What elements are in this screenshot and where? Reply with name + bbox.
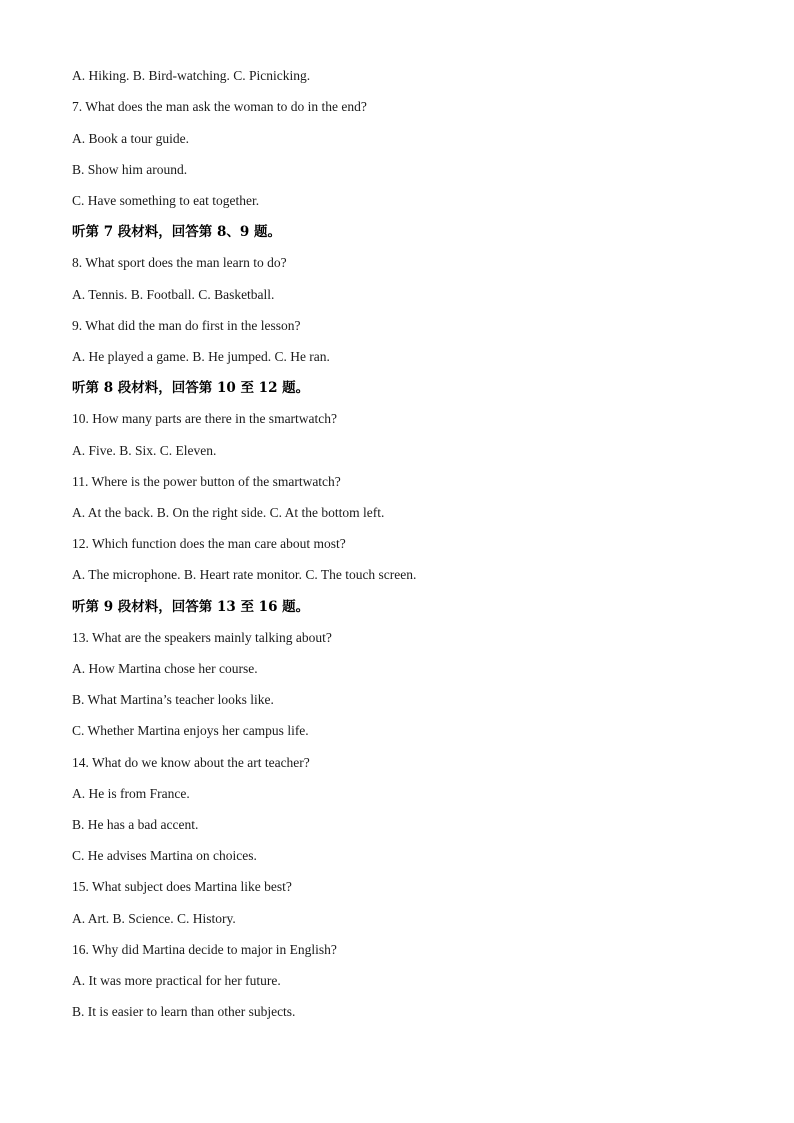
option-line: B. What Martina’s teacher looks like.	[72, 692, 274, 707]
question-line: 16. Why did Martina decide to major in English?	[72, 942, 337, 957]
question-line: 13. What are the speakers mainly talking about?	[72, 630, 332, 645]
question-line: 7. What does the man ask the woman to do in the end?	[72, 99, 367, 114]
option-line: A. Tennis. B. Football. C. Basketball.	[72, 287, 275, 302]
section-heading: 听第 7 段材料，回答第 8、9 题。	[72, 224, 281, 240]
option-line: A. How Martina chose her course.	[72, 661, 258, 676]
section-heading: 听第 9 段材料，回答第 13 至 16 题。	[72, 599, 310, 615]
option-line: A. The microphone. B. Heart rate monitor. C. The touch screen.	[72, 567, 417, 582]
option-line: A. Five. B. Six. C. Eleven.	[72, 443, 217, 458]
option-line: A. Hiking. B. Bird-watching. C. Picnicking.	[72, 68, 311, 83]
option-line: B. Show him around.	[72, 162, 188, 177]
option-line: A. Art. B. Science. C. History.	[72, 911, 236, 926]
option-line: A. It was more practical for her future.	[72, 973, 281, 988]
option-line: C. Have something to eat together.	[72, 193, 260, 208]
question-line: 9. What did the man do first in the lesson?	[72, 318, 301, 333]
option-line: B. He has a bad accent.	[72, 817, 199, 832]
question-line: 11. Where is the power button of the smartwatch?	[72, 474, 341, 489]
question-line: 10. How many parts are there in the smartwatch?	[72, 411, 338, 426]
option-line: C. Whether Martina enjoys her campus life.	[72, 723, 309, 738]
option-line: A. He played a game. B. He jumped. C. He ran.	[72, 349, 330, 364]
option-line: A. Book a tour guide.	[72, 131, 189, 146]
question-line: 15. What subject does Martina like best?	[72, 879, 292, 894]
question-line: 8. What sport does the man learn to do?	[72, 255, 287, 270]
option-line: A. He is from France.	[72, 786, 190, 801]
question-line: 12. Which function does the man care about most?	[72, 536, 346, 551]
question-line: 14. What do we know about the art teacher?	[72, 755, 310, 770]
option-line: A. At the back. B. On the right side. C. At the bottom left.	[72, 505, 385, 520]
section-heading: 听第 8 段材料，回答第 10 至 12 题。	[72, 380, 310, 396]
option-line: B. It is easier to learn than other subjects.	[72, 1004, 296, 1019]
option-line: C. He advises Martina on choices.	[72, 848, 257, 863]
